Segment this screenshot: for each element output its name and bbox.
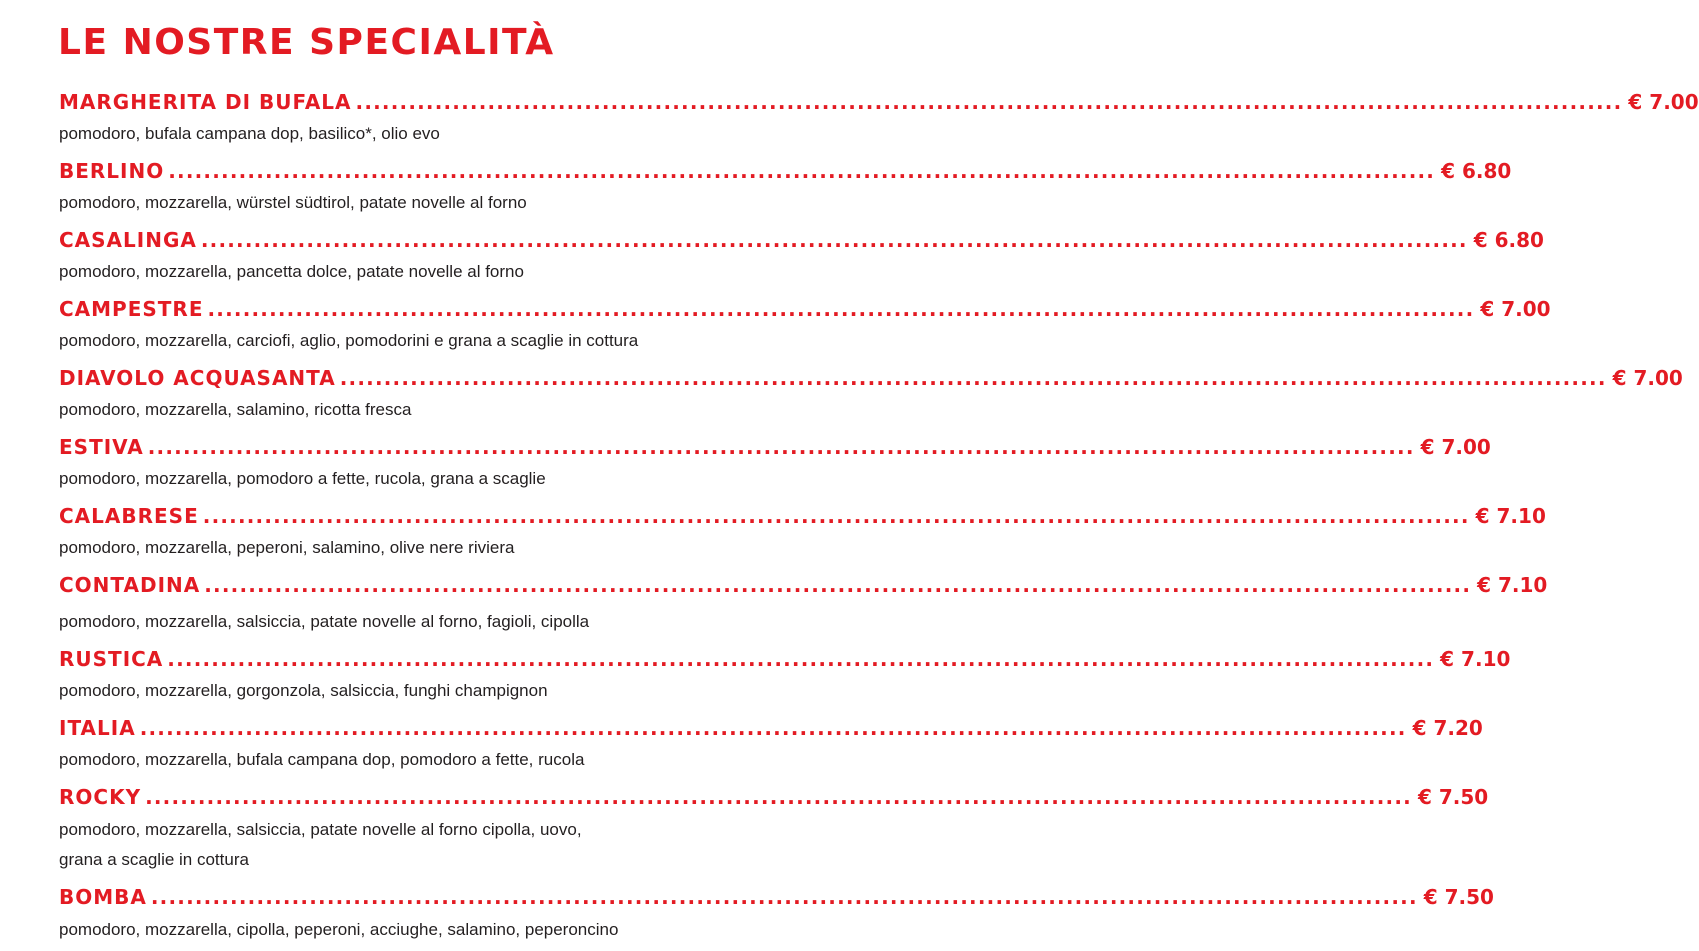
menu-item-casalinga <box>59 226 1544 252</box>
item-name: CALABRESE <box>59 504 199 528</box>
item-name: BOMBA <box>59 885 147 909</box>
item-description <box>59 607 839 637</box>
item-price: € 7.50 <box>1423 885 1494 909</box>
item-price: € 7.10 <box>1475 504 1546 528</box>
description-line: pomodoro, mozzarella, peperoni, salamino, olive nere riviera <box>59 538 515 557</box>
menu-item-campestre <box>59 295 1551 321</box>
item-description <box>59 464 839 494</box>
item-description <box>59 395 839 425</box>
description-line: pomodoro, mozzarella, salsiccia, patate novelle al forno cipolla, uovo, <box>59 820 582 839</box>
menu-item-contadina <box>59 571 1548 597</box>
dot-leader: ................................................................................................................................................ <box>168 159 1436 183</box>
dot-leader: ................................................................................................................................................ <box>145 785 1412 809</box>
dot-leader: ................................................................................................................................................ <box>355 90 1623 114</box>
item-description <box>59 257 839 287</box>
description-line: pomodoro, mozzarella, cipolla, peperoni, acciughe, salamino, peperoncino <box>59 920 619 939</box>
description-line: pomodoro, mozzarella, gorgonzola, salsiccia, funghi champignon <box>59 681 548 700</box>
menu-item-rocky <box>59 783 1489 809</box>
dot-leader: ................................................................................................................................................ <box>167 647 1435 671</box>
dot-leader: ................................................................................................................................................ <box>150 885 1418 909</box>
menu-item-berlino <box>59 157 1512 183</box>
item-price: € 7.00 <box>1420 435 1491 459</box>
dot-leader: ................................................................................................................................................ <box>147 435 1415 459</box>
item-name: CONTADINA <box>59 573 201 597</box>
dot-leader: ................................................................................................................................................ <box>204 573 1472 597</box>
item-description <box>59 326 839 356</box>
description-line: pomodoro, mozzarella, pomodoro a fette, rucola, grana a scaglie <box>59 469 546 488</box>
menu-item-margherita-di-bufala <box>59 88 1699 114</box>
item-price: € 7.20 <box>1412 716 1483 740</box>
item-price: € 6.80 <box>1473 228 1544 252</box>
item-description <box>59 119 839 149</box>
item-price: € 7.10 <box>1440 647 1511 671</box>
menu-item-diavolo-acquasanta <box>59 364 1683 390</box>
item-price: € 7.50 <box>1417 785 1489 809</box>
item-name: DIAVOLO ACQUASANTA <box>59 366 336 390</box>
item-name: RUSTICA <box>59 647 164 671</box>
page-title: LE NOSTRE SPECIALITÀ <box>58 22 555 63</box>
item-name: ROCKY <box>59 785 142 809</box>
item-price: € 7.00 <box>1480 297 1551 321</box>
item-price: € 7.10 <box>1477 573 1548 597</box>
description-line: pomodoro, mozzarella, würstel südtirol, patate novelle al forno <box>59 193 527 212</box>
item-description <box>59 676 839 706</box>
item-name: MARGHERITA DI BUFALA <box>59 90 352 114</box>
description-line: pomodoro, bufala campana dop, basilico*, olio evo <box>59 124 440 143</box>
menu-item-estiva <box>59 433 1491 459</box>
item-name: CASALINGA <box>59 228 197 252</box>
item-description <box>59 533 839 563</box>
dot-leader: ................................................................................................................................................ <box>339 366 1607 390</box>
description-line: pomodoro, mozzarella, salsiccia, patate novelle al forno, fagioli, cipolla <box>59 612 590 631</box>
item-name: ITALIA <box>59 716 136 740</box>
item-description <box>59 915 839 945</box>
menu-item-rustica <box>59 645 1511 671</box>
item-name: ESTIVA <box>59 435 144 459</box>
description-line: grana a scaglie in cottura <box>59 850 249 869</box>
item-description <box>59 815 839 875</box>
dot-leader: ................................................................................................................................................ <box>139 716 1407 740</box>
item-description <box>59 188 839 218</box>
description-line: pomodoro, mozzarella, carciofi, aglio, pomodorini e grana a scaglie in cottura <box>59 331 639 350</box>
description-line: pomodoro, mozzarella, bufala campana dop, pomodoro a fette, rucola <box>59 750 585 769</box>
menu-item-calabrese <box>59 502 1546 528</box>
description-line: pomodoro, mozzarella, pancetta dolce, patate novelle al forno <box>59 262 524 281</box>
menu-item-italia <box>59 714 1483 740</box>
description-line: pomodoro, mozzarella, salamino, ricotta fresca <box>59 400 412 419</box>
item-name: BERLINO <box>59 159 165 183</box>
item-price: € 6.80 <box>1441 159 1512 183</box>
dot-leader: ................................................................................................................................................ <box>200 228 1468 252</box>
item-price: € 7.00 <box>1628 90 1699 114</box>
dot-leader: ................................................................................................................................................ <box>207 297 1475 321</box>
dot-leader: ................................................................................................................................................ <box>202 504 1470 528</box>
item-description <box>59 745 839 775</box>
item-price: € 7.00 <box>1612 366 1683 390</box>
item-name: CAMPESTRE <box>59 297 204 321</box>
menu-item-bomba <box>59 883 1494 909</box>
